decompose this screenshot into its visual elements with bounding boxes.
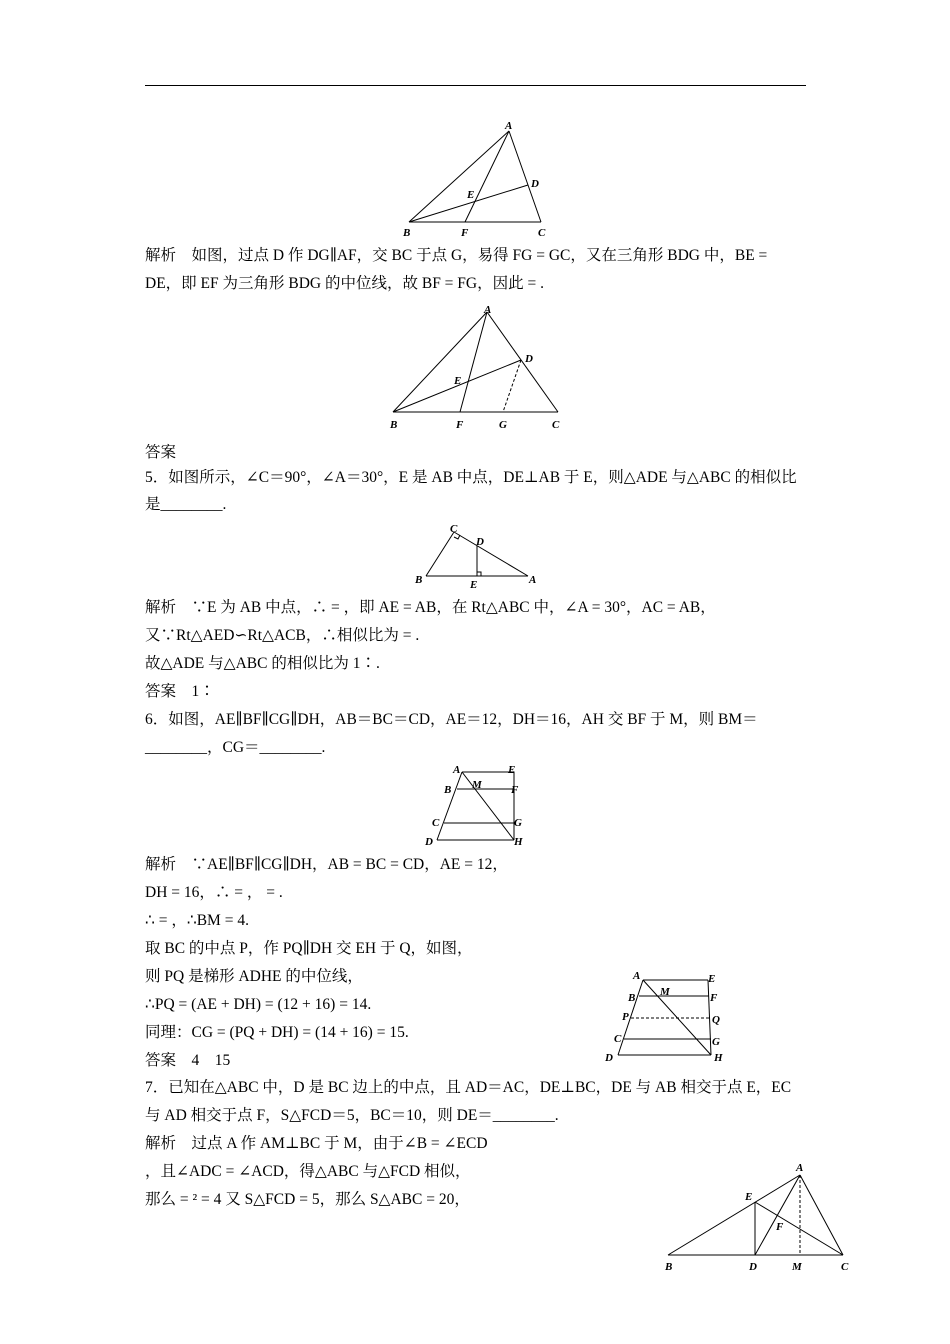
fig6-label: B xyxy=(665,1261,673,1273)
fig2-label: A xyxy=(484,304,492,316)
fig5-label: M xyxy=(660,986,670,998)
fig5-label: D xyxy=(605,1052,613,1064)
fig1-label: F xyxy=(461,227,469,239)
fig4-label: M xyxy=(472,779,482,791)
text-line: DE，即 EF 为三角形 BDG 的中位线，故 BF = FG，因此 = . xyxy=(145,275,544,292)
text-line: 答案 4 15 xyxy=(145,1052,231,1069)
text-line: 7．已知在△ABC 中，D 是 BC 边上的中点，且 AD＝AC，DE⊥BC，DE 与 AB 相交于点 E，EC xyxy=(145,1079,792,1096)
fig5-label: H xyxy=(714,1052,723,1064)
header-rule xyxy=(145,85,806,86)
figure-triangle-2 xyxy=(385,302,570,432)
fig6-label: D xyxy=(749,1261,757,1273)
fig1-label: C xyxy=(538,227,546,239)
fig2-label: G xyxy=(499,419,507,431)
text-line: 5．如图所示，∠C＝90°，∠A＝30°，E 是 AB 中点，DE⊥AB 于 E，则△ADE 与△ABC 的相似比 xyxy=(145,469,797,486)
text-line: ∴ = ，∴BM = 4. xyxy=(145,912,249,929)
text-line: 同理：CG = (PQ + DH) = (14 + 16) = 15. xyxy=(145,1024,409,1041)
figure-right-triangle xyxy=(410,520,545,595)
fig5-label: B xyxy=(628,992,636,1004)
text-line: 答案 1∶ xyxy=(145,683,215,700)
fig4-label: A xyxy=(453,764,461,776)
fig5-label: G xyxy=(712,1036,720,1048)
fig5-label: Q xyxy=(712,1014,720,1026)
fig5-label: A xyxy=(633,970,641,982)
fig5-label: C xyxy=(614,1033,622,1045)
fig3-label: A xyxy=(529,574,537,586)
text-line: ，且∠ADC = ∠ACD，得△ABC 与△FCD 相似， xyxy=(145,1163,471,1180)
fig4-label: D xyxy=(425,836,433,848)
text-line: 是________. xyxy=(145,496,227,513)
fig4-label: F xyxy=(511,784,519,796)
answer-label: 答案 xyxy=(145,444,177,461)
fig2-label: E xyxy=(454,375,462,387)
fig1-label: E xyxy=(467,189,475,201)
text-line: ________，CG＝________. xyxy=(145,739,326,756)
text-line: 又∵Rt△AED∽Rt△ACB，∴相似比为 = . xyxy=(145,627,420,644)
fig5-label: F xyxy=(710,992,718,1004)
text-line: DH = 16，∴ = ， = . xyxy=(145,884,283,901)
fig4-label: B xyxy=(444,784,452,796)
fig2-label: F xyxy=(456,419,464,431)
text-line: 故△ADE 与△ABC 的相似比为 1∶. xyxy=(145,655,380,672)
fig6-label: M xyxy=(792,1261,802,1273)
figure-trapezoid-1 xyxy=(422,762,532,852)
fig2-label: C xyxy=(552,419,560,431)
fig6-label: C xyxy=(841,1261,849,1273)
fig1-label: A xyxy=(505,120,513,132)
fig3-label: D xyxy=(476,536,484,548)
text-line: 6．如图，AE∥BF∥CG∥DH，AB＝BC＝CD，AE＝12，DH＝16，AH 交 BF 于 M，则 BM＝ xyxy=(145,711,758,728)
fig1-label: B xyxy=(403,227,411,239)
fig3-label: E xyxy=(470,579,478,591)
fig4-label: E xyxy=(508,764,516,776)
fig4-label: G xyxy=(514,817,522,829)
fig4-label: C xyxy=(432,817,440,829)
fig6-label: E xyxy=(745,1191,753,1203)
text-line: 则 PQ 是梯形 ADHE 的中位线， xyxy=(145,968,363,985)
text-line: 那么 = ² = 4 又 S△FCD = 5，那么 S△ABC = 20， xyxy=(145,1191,470,1208)
fig3-label: B xyxy=(415,574,423,586)
fig4-label: H xyxy=(514,836,523,848)
fig6-label: F xyxy=(776,1221,784,1233)
fig5-label: P xyxy=(622,1011,629,1023)
text-line: 解析 过点 A 作 AM⊥BC 于 M，由于∠B = ∠ECD xyxy=(145,1135,488,1152)
text-line: 解析 如图，过点 D 作 DG∥AF，交 BC 于点 G，易得 FG = GC，又在三角形 BDG 中，BE = xyxy=(145,247,768,264)
fig2-label: B xyxy=(390,419,398,431)
figure-trapezoid-2 xyxy=(600,965,730,1065)
figure-triangle-3 xyxy=(660,1155,860,1275)
fig2-label: D xyxy=(525,353,533,365)
fig1-label: D xyxy=(531,178,539,190)
fig5-label: E xyxy=(708,973,716,985)
fig6-label: A xyxy=(796,1162,804,1174)
text-line: 与 AD 相交于点 F，S△FCD＝5，BC＝10，则 DE＝________. xyxy=(145,1107,559,1124)
fig3-label: C xyxy=(450,523,458,535)
text-line: 解析 ∵E 为 AB 中点，∴ = ，即 AE = AB，在 Rt△ABC 中，∠A = 30°，AC = AB， xyxy=(145,599,716,616)
text-line: ∴PQ = (AE + DH) = (12 + 16) = 14. xyxy=(145,996,372,1013)
figure-triangle-1 xyxy=(395,118,560,243)
text-line: 取 BC 的中点 P，作 PQ∥DH 交 EH 于 Q，如图， xyxy=(145,940,473,957)
text-line: 解析 ∵AE∥BF∥CG∥DH，AB = BC = CD，AE = 12， xyxy=(145,856,508,873)
